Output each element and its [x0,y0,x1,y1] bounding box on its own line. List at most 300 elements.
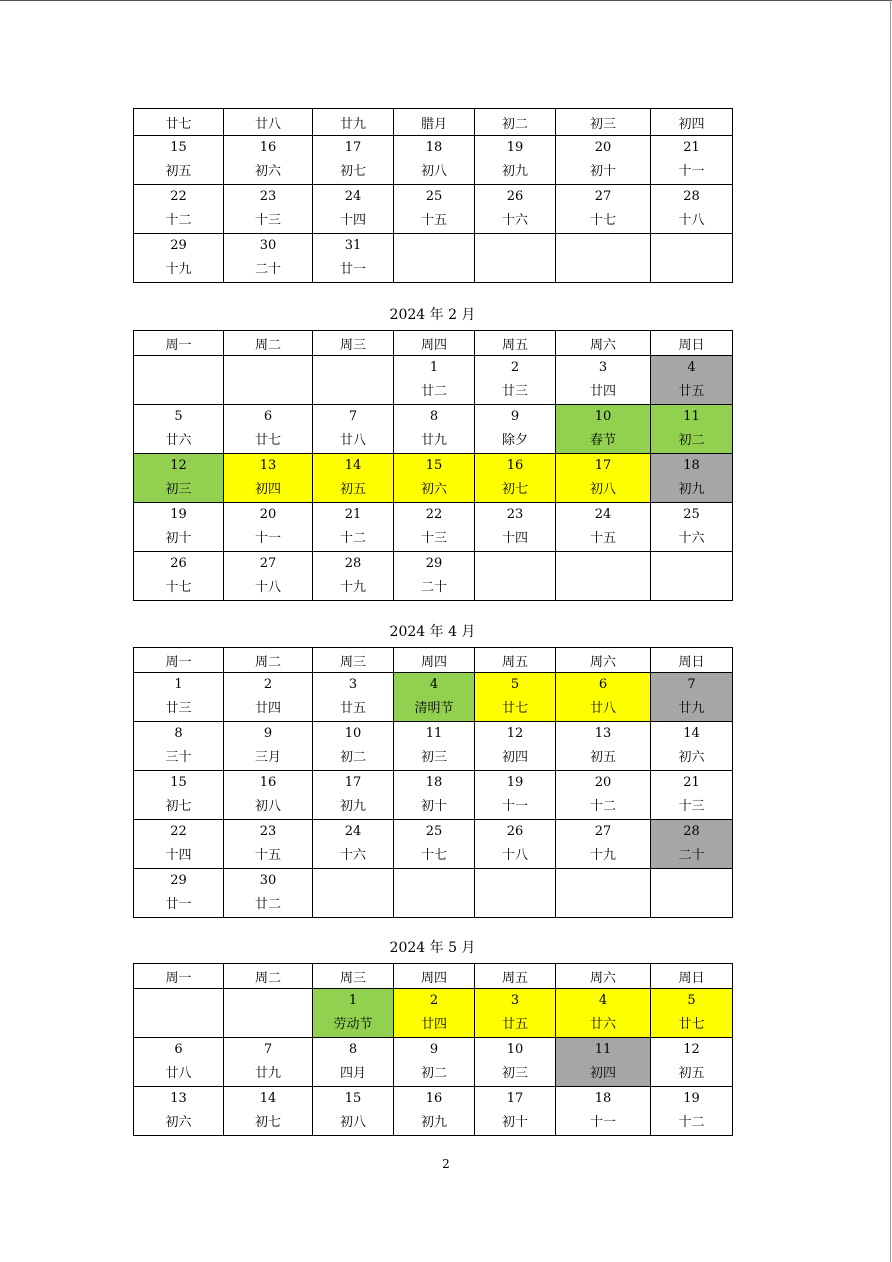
day-cell [313,136,394,185]
day-cell [651,989,733,1038]
lunar-date: 廿六 [165,433,192,448]
lunar-date: 十三 [678,799,705,814]
page-number: 2 [442,1157,450,1171]
lunar-date: 廿七 [134,109,224,136]
day-number: 10 [594,409,612,424]
day-cell [394,1087,475,1136]
day-cell [134,503,224,552]
day-number: 24 [594,507,612,522]
day-number: 20 [594,140,612,155]
day-cell [224,1087,313,1136]
lunar-date: 十一 [254,531,281,546]
day-number: 16 [425,1091,443,1106]
day-number: 17 [506,1091,524,1106]
day-number: 2 [510,360,520,375]
lunar-date: 廿七 [254,433,281,448]
day-number: 27 [594,189,612,204]
day-cell [224,820,313,869]
lunar-date: 十五 [254,848,281,863]
day-cell [556,1038,651,1087]
day-number: 13 [259,458,277,473]
weekday-header: 周五 [475,331,556,356]
lunar-date: 廿九 [313,109,394,136]
day-number: 15 [170,775,187,790]
weekday-header: 周一 [134,648,224,673]
weekday-header: 周一 [134,964,224,989]
day-number: 11 [594,1042,612,1057]
day-cell [313,234,394,283]
week-row [134,673,733,722]
day-number: 18 [425,775,443,790]
day-number: 5 [687,993,696,1008]
day-cell [556,989,651,1038]
lunar-date: 十五 [589,531,616,546]
day-cell [224,356,313,405]
lunar-date: 初七 [501,482,528,497]
lunar-date: 十二 [589,799,616,814]
day-number: 10 [506,1042,524,1057]
lunar-date: 初十 [165,531,192,546]
day-number: 6 [174,1042,183,1057]
day-number: 29 [170,873,187,888]
lunar-date: 廿四 [589,384,616,399]
lunar-date: 初六 [678,750,705,765]
week-row [134,405,733,454]
day-cell [394,820,475,869]
day-number: 17 [594,458,612,473]
february-calendar [133,330,733,601]
day-cell [475,820,556,869]
day-cell [475,234,556,283]
day-cell [134,552,224,601]
day-cell [394,869,475,918]
day-cell [651,503,733,552]
day-cell [556,673,651,722]
day-number: 6 [598,677,608,692]
lunar-date: 初八 [254,799,281,814]
week-row [134,820,733,869]
day-number: 4 [687,360,696,375]
weekday-header: 周四 [394,648,475,673]
lunar-date: 廿九 [420,433,447,448]
day-number: 19 [506,775,524,790]
lunar-date: 初二 [420,1066,447,1081]
lunar-date: 十三 [420,531,447,546]
day-cell [394,1038,475,1087]
day-number: 22 [170,824,187,839]
day-number: 7 [687,677,696,692]
day-cell [651,234,733,283]
day-cell [475,552,556,601]
day-cell [394,356,475,405]
day-cell [134,136,224,185]
day-number: 31 [344,238,362,253]
day-cell [651,454,733,503]
weekday-header: 周四 [394,964,475,989]
day-cell [651,185,733,234]
day-number: 21 [344,507,362,522]
day-number: 19 [170,507,187,522]
day-number: 26 [506,824,524,839]
lunar-date: 十六 [501,213,528,228]
week-row [134,1038,733,1087]
week-row [134,454,733,503]
week-row [134,356,733,405]
day-cell [651,820,733,869]
lunar-date: 廿六 [589,1017,616,1032]
day-cell [475,989,556,1038]
day-cell [475,356,556,405]
lunar-date: 十八 [254,580,281,595]
day-cell [475,869,556,918]
weekday-header: 周三 [313,964,394,989]
day-cell [224,989,313,1038]
lunar-date: 十二 [339,531,366,546]
day-number: 14 [344,458,362,473]
weekday-header: 周五 [475,648,556,673]
lunar-date: 十五 [420,213,447,228]
lunar-date: 十八 [501,848,528,863]
lunar-date: 廿八 [224,109,313,136]
day-cell [651,1038,733,1087]
day-number: 13 [594,726,612,741]
lunar-date: 十二 [678,1115,705,1130]
lunar-date: 十二 [165,213,192,228]
day-cell [224,771,313,820]
lunar-date: 初三 [165,482,192,497]
lunar-date: 初三 [556,109,651,136]
day-cell [651,136,733,185]
lunar-date: 廿一 [165,897,192,912]
day-number: 23 [259,824,277,839]
day-number: 12 [683,1042,700,1057]
weekday-header: 周一 [134,331,224,356]
day-cell [134,454,224,503]
day-number: 15 [344,1091,362,1106]
lunar-date: 初八 [339,1115,366,1130]
day-number: 9 [510,409,520,424]
day-cell [556,1087,651,1136]
day-cell [394,552,475,601]
day-number: 12 [170,458,187,473]
week-row [134,185,733,234]
day-number: 13 [170,1091,187,1106]
month-title-february: 2024 年 2 月 [389,307,476,323]
day-cell [556,722,651,771]
lunar-date: 初三 [420,750,447,765]
day-cell [313,722,394,771]
day-number: 4 [429,677,439,692]
day-number: 8 [348,1042,358,1057]
day-number: 16 [506,458,524,473]
lunar-date: 廿一 [339,262,366,277]
lunar-date: 初六 [254,164,281,179]
day-cell [556,552,651,601]
weekday-header: 周六 [556,648,651,673]
day-cell [475,405,556,454]
day-number: 16 [259,140,277,155]
day-number: 17 [344,775,362,790]
lunar-date: 廿七 [678,1017,705,1032]
day-cell [394,454,475,503]
day-cell [556,771,651,820]
weekday-header: 周三 [313,648,394,673]
lunar-date: 二十 [678,848,705,863]
day-cell [313,869,394,918]
week-row [134,109,733,136]
day-number: 15 [425,458,443,473]
lunar-date: 廿九 [254,1066,281,1081]
day-number: 18 [594,1091,612,1106]
day-cell [313,405,394,454]
day-number: 21 [683,775,700,790]
day-cell [651,869,733,918]
lunar-date: 十四 [165,848,192,863]
day-number: 27 [259,556,277,571]
day-number: 26 [170,556,187,571]
month-title-may: 2024 年 5 月 [389,940,476,956]
january-calendar-continued [133,108,733,283]
month-title-april: 2024 年 4 月 [389,624,476,640]
lunar-date: 清明节 [414,701,454,716]
day-cell [224,136,313,185]
day-cell [313,454,394,503]
day-cell [651,356,733,405]
day-cell [394,771,475,820]
day-cell [313,185,394,234]
day-number: 30 [259,238,277,253]
day-number: 23 [506,507,524,522]
lunar-date: 十三 [254,213,281,228]
lunar-date: 初五 [165,164,192,179]
day-number: 5 [510,677,520,692]
day-cell [651,722,733,771]
week-row [134,771,733,820]
day-number: 28 [683,189,700,204]
lunar-date: 十六 [339,848,366,863]
day-number: 3 [348,677,358,692]
day-number: 8 [174,726,183,741]
day-number: 14 [683,726,700,741]
april-calendar [133,647,733,918]
day-number: 25 [683,507,700,522]
day-cell [134,1087,224,1136]
lunar-date: 初七 [165,799,192,814]
day-number: 2 [429,993,439,1008]
day-cell [224,552,313,601]
lunar-date: 初三 [501,1066,528,1081]
day-number: 18 [683,458,700,473]
weekday-header-row [134,331,733,356]
day-number: 1 [348,993,358,1008]
lunar-date: 劳动节 [333,1017,373,1032]
day-cell [556,405,651,454]
day-cell [394,234,475,283]
day-number: 5 [174,409,183,424]
lunar-date: 十四 [501,531,528,546]
day-cell [556,136,651,185]
lunar-date: 廿三 [165,701,192,716]
day-cell [651,405,733,454]
day-cell [556,454,651,503]
lunar-date: 初九 [678,482,705,497]
lunar-date: 廿五 [501,1017,528,1032]
day-cell [224,454,313,503]
day-cell [134,869,224,918]
lunar-date: 廿九 [678,701,705,716]
lunar-date: 廿五 [678,384,705,399]
day-number: 16 [259,775,277,790]
lunar-date: 初二 [475,109,556,136]
day-cell [224,503,313,552]
lunar-date: 廿二 [420,384,447,399]
weekday-header: 周五 [475,964,556,989]
weekday-header-row [134,648,733,673]
lunar-date: 初七 [254,1115,281,1130]
lunar-date: 廿八 [165,1066,192,1081]
week-row [134,722,733,771]
day-cell [651,1087,733,1136]
day-number: 2 [263,677,273,692]
weekday-header: 周日 [651,331,733,356]
lunar-date: 廿五 [339,701,366,716]
day-number: 12 [506,726,524,741]
day-number: 15 [170,140,187,155]
day-number: 11 [425,726,443,741]
day-number: 1 [429,360,439,375]
lunar-date: 初四 [651,109,733,136]
day-cell [224,722,313,771]
lunar-date: 三月 [254,750,281,765]
day-number: 17 [344,140,362,155]
lunar-date: 廿八 [339,433,366,448]
day-cell [394,722,475,771]
day-number: 11 [683,409,700,424]
page-right-border [890,0,891,1262]
week-row [134,552,733,601]
week-row [134,869,733,918]
day-cell [394,989,475,1038]
day-cell [224,869,313,918]
lunar-date: 除夕 [501,433,528,448]
lunar-date: 十一 [501,799,528,814]
day-number: 29 [170,238,187,253]
day-number: 9 [263,726,273,741]
day-number: 19 [506,140,524,155]
weekday-header-row [134,964,733,989]
lunar-date: 十九 [165,262,192,277]
week-row [134,503,733,552]
day-cell [651,552,733,601]
lunar-date: 廿二 [254,897,281,912]
day-number: 24 [344,189,362,204]
day-cell [313,771,394,820]
day-cell [394,405,475,454]
lunar-date: 十七 [589,213,616,228]
day-number: 25 [425,824,443,839]
day-cell [475,1038,556,1087]
lunar-date: 四月 [339,1066,366,1081]
day-cell [313,552,394,601]
day-number: 28 [683,824,700,839]
day-cell [556,820,651,869]
day-cell [313,356,394,405]
day-cell [313,503,394,552]
lunar-date: 初八 [420,164,447,179]
lunar-date: 初五 [589,750,616,765]
day-number: 4 [598,993,608,1008]
weekday-header: 周二 [224,331,313,356]
day-cell [556,185,651,234]
day-number: 28 [344,556,362,571]
day-cell [475,454,556,503]
weekday-header: 周六 [556,331,651,356]
weekday-header: 周六 [556,964,651,989]
lunar-date: 二十 [254,262,281,277]
lunar-date: 廿七 [501,701,528,716]
lunar-date: 三十 [165,750,192,765]
day-number: 3 [598,360,608,375]
lunar-date: 初七 [339,164,366,179]
week-row [134,1087,733,1136]
weekday-header: 周日 [651,964,733,989]
lunar-date: 初二 [678,433,705,448]
lunar-date: 十六 [678,531,705,546]
day-cell [134,356,224,405]
lunar-date: 初九 [420,1115,447,1130]
day-number: 22 [170,189,187,204]
lunar-date: 初六 [420,482,447,497]
week-row [134,234,733,283]
day-cell [651,771,733,820]
day-cell [475,185,556,234]
day-cell [224,673,313,722]
lunar-date: 初五 [339,482,366,497]
may-calendar [133,963,733,1136]
day-number: 9 [429,1042,439,1057]
day-cell [134,673,224,722]
weekday-header: 周三 [313,331,394,356]
day-number: 29 [425,556,443,571]
day-number: 14 [259,1091,277,1106]
day-number: 1 [174,677,183,692]
lunar-date: 腊月 [394,109,475,136]
day-cell [134,234,224,283]
day-cell [224,1038,313,1087]
lunar-date: 十九 [339,580,366,595]
day-cell [313,989,394,1038]
day-number: 6 [263,409,273,424]
day-number: 26 [506,189,524,204]
lunar-date: 初六 [165,1115,192,1130]
lunar-date: 初九 [501,164,528,179]
day-cell [394,136,475,185]
lunar-date: 十七 [420,848,447,863]
day-number: 19 [683,1091,700,1106]
day-cell [475,722,556,771]
day-number: 3 [510,993,520,1008]
day-cell [134,989,224,1038]
day-cell [224,234,313,283]
day-cell [134,771,224,820]
lunar-date: 初九 [339,799,366,814]
lunar-date: 初二 [339,750,366,765]
day-number: 23 [259,189,277,204]
day-cell [475,1087,556,1136]
day-cell [134,1038,224,1087]
day-cell [556,234,651,283]
lunar-date: 十四 [339,213,366,228]
